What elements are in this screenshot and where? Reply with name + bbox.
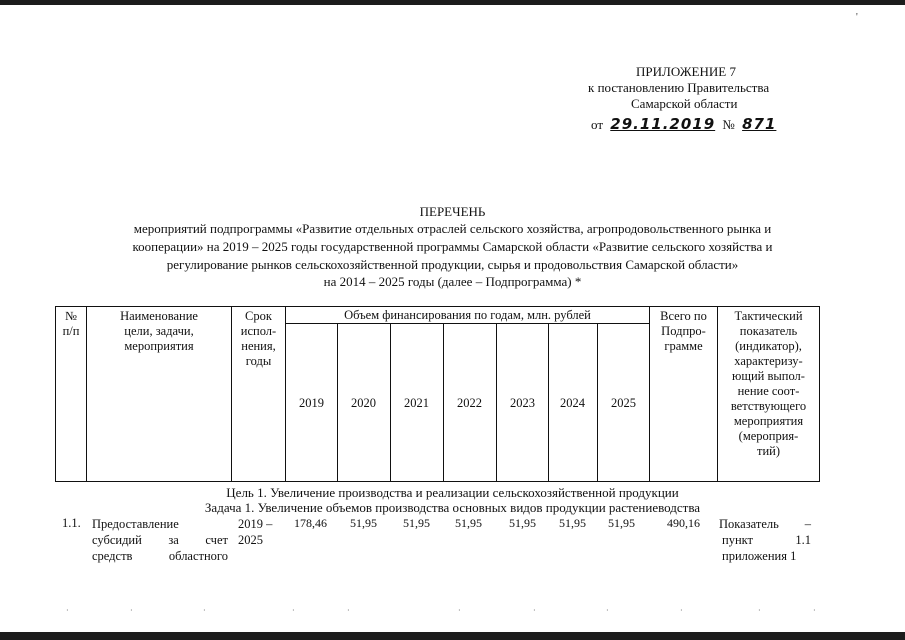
header-num-line: №	[65, 309, 77, 323]
scan-speck: ·	[458, 606, 461, 615]
header-term	[232, 309, 285, 369]
task-heading: Задача 1. Увеличение объемов производства основных видов продукции растениеводства	[204, 500, 701, 515]
grid-bottom-line	[55, 481, 820, 482]
row-term	[238, 516, 272, 548]
title-line-4: регулирование рынков сельскохозяйственной продукции, сырья и продовольствия Самарской области»	[166, 257, 739, 272]
row-number: 1.1.	[62, 516, 81, 530]
row-activity-name	[92, 516, 228, 564]
activity-line-3	[92, 548, 228, 564]
header-total-line: Подпро-	[661, 324, 706, 338]
header-funding: Объем финансирования по годам, млн. рублей	[344, 308, 591, 322]
header-indicator-line: нение соот-	[737, 384, 800, 398]
funding-total: 490,16	[667, 516, 700, 530]
scan-speck: ·	[130, 606, 133, 615]
funding-value: 178,46	[294, 516, 327, 530]
header-total-line: грамме	[664, 339, 703, 353]
header-indicator-line: показатель	[739, 324, 798, 338]
year-header: 2022	[457, 396, 482, 410]
header-indicator-line: характеризу-	[734, 354, 803, 368]
activity-word: областного	[168, 549, 228, 563]
appendix-title: ПРИЛОЖЕНИЕ 7	[636, 64, 736, 79]
header-total-line: Всего по	[660, 309, 707, 323]
handwritten-number: 871	[742, 115, 777, 133]
indicator-word: –	[804, 517, 811, 531]
year-header: 2024	[560, 396, 585, 410]
header-indicator-line: ющий выпол-	[732, 369, 805, 383]
year-header: 2021	[404, 396, 429, 410]
date-prefix: от	[591, 117, 604, 132]
title-line-2: мероприятий подпрограммы «Развитие отдельных отраслей сельского хозяйства, агропродовольственного рынка и	[133, 221, 772, 236]
header-indicator-line: ветствующего	[730, 399, 807, 413]
scan-speck: ·	[292, 606, 295, 615]
scan-speck: ·	[66, 606, 69, 615]
header-num-line: п/п	[62, 324, 80, 338]
scan-speck: ·	[606, 606, 609, 615]
scan-speck: ·	[533, 606, 536, 615]
header-indicator-line: тий)	[756, 444, 780, 458]
row-indicator	[719, 516, 811, 564]
corner-mark: '	[856, 12, 858, 23]
scan-speck: ·	[347, 606, 350, 615]
activity-line-1: Предоставление	[92, 517, 179, 531]
header-term-line: Срок	[245, 309, 272, 323]
scan-speck: ·	[813, 606, 816, 615]
goal-heading: Цель 1. Увеличение производства и реализации сельскохозяйственной продукции	[226, 485, 679, 500]
title-line-5: на 2014 – 2025 годы (далее – Подпрограмма) *	[323, 274, 582, 289]
header-num	[56, 309, 86, 339]
indicator-line-1	[719, 516, 811, 532]
header-indicator-line: Тактический	[734, 309, 803, 323]
header-indicator-line: (индикатор),	[735, 339, 802, 353]
header-name-line: Наименование	[120, 309, 198, 323]
header-name	[88, 309, 230, 354]
scan-speck: ·	[680, 606, 683, 615]
funding-value: 51,95	[403, 516, 430, 530]
activity-word: субсидий	[92, 533, 142, 547]
title-heading: ПЕРЕЧЕНЬ	[419, 204, 486, 219]
term-line-2: 2025	[238, 533, 263, 547]
funding-value: 51,95	[608, 516, 635, 530]
funding-value: 51,95	[559, 516, 586, 530]
grid-col-1	[86, 306, 87, 482]
header-name-line: мероприятия	[124, 339, 194, 353]
year-header: 2019	[299, 396, 324, 410]
grid-col-3	[285, 306, 286, 482]
header-term-line: испол-	[240, 324, 277, 338]
funding-value: 51,95	[350, 516, 377, 530]
funding-value: 51,95	[509, 516, 536, 530]
header-term-line: нения,	[241, 339, 276, 353]
activity-word: счет	[205, 533, 228, 547]
scan-speck: ·	[203, 606, 206, 615]
year-header: 2020	[351, 396, 376, 410]
year-header: 2023	[510, 396, 535, 410]
indicator-word: пункт	[722, 533, 753, 547]
grid-col-12	[819, 306, 820, 482]
header-total	[650, 309, 717, 354]
scan-speck: ·	[758, 606, 761, 615]
title-line-3: кооперации» на 2019 – 2025 годы государственной программы Самарской области «Развитие сельского хозяйства и	[132, 239, 773, 254]
indicator-word: Показатель	[719, 517, 779, 531]
number-prefix: №	[722, 117, 735, 132]
activity-line-2	[92, 532, 228, 548]
year-header: 2025	[611, 396, 636, 410]
handwritten-date: 29.11.2019	[610, 115, 716, 133]
indicator-line-3: приложения 1	[722, 549, 797, 563]
appendix-decree: к постановлению Правительства	[588, 80, 770, 95]
indicator-word: 1.1	[795, 533, 811, 547]
funding-value: 51,95	[455, 516, 482, 530]
header-indicator-line: мероприятия	[733, 414, 804, 428]
activity-word: средств	[92, 549, 133, 563]
header-indicator-line: (мероприя-	[738, 429, 799, 443]
grid-funding-line	[285, 323, 649, 324]
header-term-line: годы	[245, 354, 272, 368]
grid-top-line	[55, 306, 820, 307]
term-line-1: 2019 –	[238, 517, 273, 531]
header-indicator	[718, 309, 819, 459]
header-name-line: цели, задачи,	[124, 324, 194, 338]
appendix-region: Самарской области	[631, 96, 738, 111]
activity-word: за	[168, 533, 179, 547]
indicator-line-2	[719, 532, 811, 548]
